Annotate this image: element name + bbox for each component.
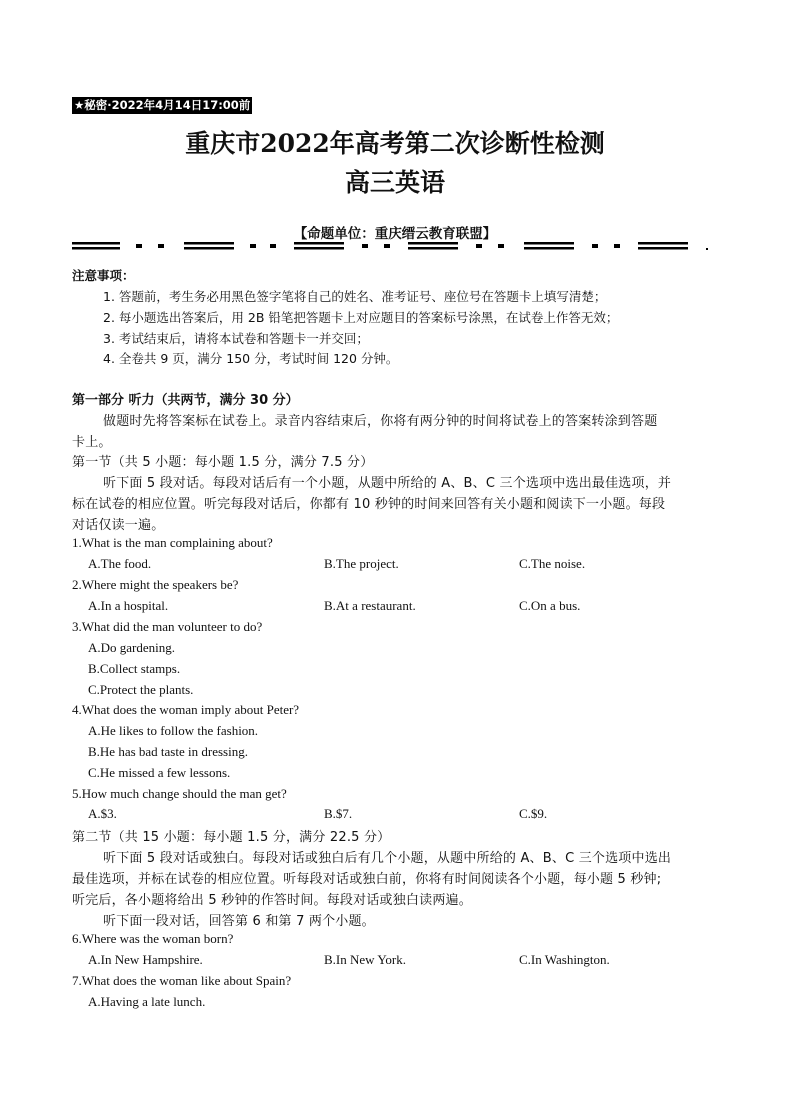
option-b: B.$7. [324,806,353,821]
notice-item: 2. 每小题选出答案后，用 2B 铅笔把答题卡上对应题目的答案标号涂黑，在试卷上作答无效； [103,310,619,325]
option-a: A.Having a late lunch. [88,994,206,1009]
option-c: C.He missed a few lessons. [88,765,231,780]
section2-heading: 第二节（共 15 小题：每小题 1.5 分，满分 22.5 分） [72,830,391,845]
section1-instructions: 听下面 5 段对话。每段对话后有一个小题，从题中所给的 A、B、C 三个选项中选出最佳选项，并 [103,476,672,491]
option-b: B.He has bad taste in dressing. [88,744,248,759]
section2-instructions: 听完后，各小题将给出 5 秒钟的作答时间。每段对话或独白读两遍。 [72,893,472,908]
option-b: B.In New York. [324,952,406,967]
confidential-label: ★秘密·2022年4月14日17:00前 [74,98,251,112]
option-b: B.Collect stamps. [88,661,181,676]
option-c: C.On a bus. [519,598,581,613]
section2-instructions: 听下面 5 段对话或独白。每段对话或独白后有几个小题，从题中所给的 A、B、C 三个选项中选出 [103,851,672,866]
option-b: B.The project. [324,556,399,571]
question-text: 6.Where was the woman born? [72,931,234,946]
section2-instructions: 最佳选项，并标在试卷的相应位置。听每段对话或独白前，你将有时间阅读各个小题，每小题 5 秒钟; [72,872,662,887]
option-a: A.In a hospital. [88,598,169,613]
question-text: 1.What is the man complaining about? [72,535,273,550]
notice-item: 1. 答题前，考生务必用黑色签字笔将自己的姓名、准考证号、座位号在答题卡上填写清楚； [103,289,607,304]
question-text: 2.Where might the speakers be? [72,577,239,592]
option-a: A.Do gardening. [88,640,176,655]
option-a: A.The food. [88,556,152,571]
notice-item: 3. 考试结束后，请将本试卷和答题卡一并交回； [103,331,369,346]
option-c: C.$9. [519,806,548,821]
issuing-unit: 【命题单位：重庆缙云教育联盟】 [293,226,497,242]
subject-title: 高三英语 [344,168,445,197]
section1-instructions: 对话仅读一遍。 [72,518,165,533]
question-text: 3.What did the man volunteer to do? [72,619,263,634]
section1-heading: 第一节（共 5 小题：每小题 1.5 分，满分 7.5 分） [72,455,374,470]
question-text: 7.What does the woman like about Spain? [72,973,292,988]
option-c: C.Protect the plants. [88,682,194,697]
part1-heading: 第一部分 听力（共两节，满分 30 分） [72,393,299,408]
option-b: B.At a restaurant. [324,598,416,613]
decorative-divider [72,240,712,252]
option-c: C.In Washington. [519,952,610,967]
notice-item: 4. 全卷共 9 页，满分 150 分，考试时间 120 分钟。 [103,351,399,366]
question-text: 4.What does the woman imply about Peter? [72,702,300,717]
section1-instructions: 标在试卷的相应位置。听完每段对话后，你都有 10 秒钟的时间来回答有关小题和阅读下一小题。每段 [72,497,666,512]
option-a: A.In New Hampshire. [88,952,203,967]
section2-instructions: 听下面一段对话，回答第 6 和第 7 两个小题。 [103,914,375,929]
option-c: C.The noise. [519,556,586,571]
exam-title: 重庆市2022年高考第二次诊断性检测 [185,129,605,158]
question-text: 5.How much change should the man get? [72,786,287,801]
part1-intro: 做题时先将答案标在试卷上。录音内容结束后，你将有两分钟的时间将试卷上的答案转涂到答题 [103,414,658,429]
notice-heading: 注意事项： [72,268,135,283]
option-a: A.$3. [88,806,117,821]
part1-intro: 卡上。 [72,435,112,450]
option-a: A.He likes to follow the fashion. [88,723,259,738]
